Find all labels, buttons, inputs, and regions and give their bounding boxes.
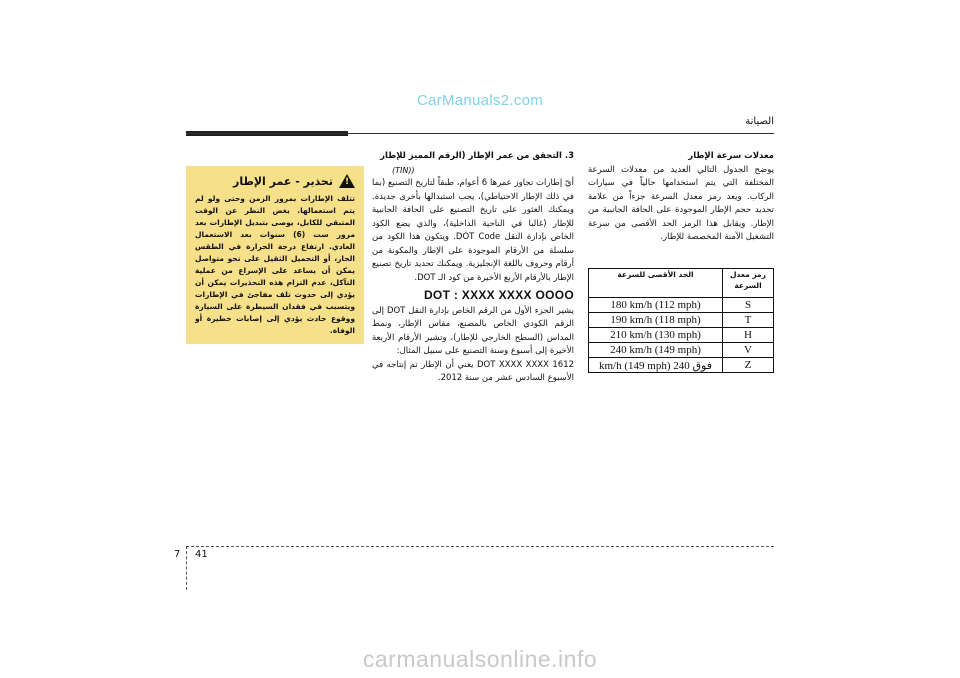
symbol-cell: Z <box>723 358 774 373</box>
table-header-symbol: رمز معدل السرعة <box>723 269 774 298</box>
tire-age-section <box>372 150 574 386</box>
tire-age-paragraph: أيّ إطارات تجاوز عمرها 6 أعوام، طبقاً لتاريخ التصنيع (بما في ذلك الإطار الاحتياطي)، يجب استبدالها بأخرى جديدة. ويمكنك العثور على تاريخ التصنيع على الحافة الجانبية للإطار (غالبا في الناحية الداخلية)، والذي يضع الكود الخاص بإدارة النقل DOT Code. ويتكون هذا الكود من سلسلة من الأرقام الموجودة على الإطار والمكونة من أرقام وحروف باللغة الإنجليزية. ويمكنك تحديد تاريخ تصنيع الإطار بالأرقام الأربع الأخيرة من كود الـ DOT. <box>372 178 574 283</box>
symbol-cell: V <box>723 343 774 358</box>
warning-triangle-icon: ! <box>339 174 355 188</box>
table-header-row <box>589 269 774 298</box>
symbol-cell: H <box>723 328 774 343</box>
watermark-top: CarManuals2.com <box>416 92 544 109</box>
page-number: 41 <box>195 549 208 560</box>
speed-rating-heading: معدلات سرعة الإطار <box>688 151 774 161</box>
table-row <box>589 343 774 358</box>
speed-rating-section <box>588 150 774 245</box>
warning-box <box>186 166 364 344</box>
section-title: الصيانة <box>745 116 774 127</box>
item3-subheading: (TIN)) <box>392 165 415 175</box>
footer-rule <box>186 546 774 547</box>
table-row <box>589 328 774 343</box>
footer-divider <box>186 546 187 590</box>
table-header-max-speed: الحد الأقصى للسرعة <box>589 269 723 298</box>
table-row <box>589 313 774 328</box>
dot-code-paragraph: يشير الجزء الأول من الرقم الخاص بإدارة النقل DOT إلى الرقم الكودي الخاص بالمصنع، مقاس الإطار، ونمط المداس (السطح الخارجي للإطار)، وتشير الأرقام الأربعة الأخيرة إلى أسبوع وسنة التصنيع على سبيل المثال: <box>372 305 574 356</box>
speed-cell: 240 km/h (149 mph) <box>589 343 723 358</box>
warning-header <box>195 174 355 188</box>
symbol-cell: S <box>723 298 774 313</box>
speed-cell: 180 km/h (112 mph) <box>589 298 723 313</box>
speed-cell: 210 km/h (130 mph) <box>589 328 723 343</box>
speed-rating-table <box>588 268 774 373</box>
warning-text: تتلف الإطارات بمرور الزمن وحتى ولو لم يتم استعمالها. بغض النظر عن الوقت المتبقي للكابل، يوصى بتبديل الإطارات بعد مرور ست (6) سنوات بعد الاستعمال العادي. ارتفاع درجة الحرارة في الطقس الحار، أو التحميل الثقيل على نحو متواصل يمكن أن يساعد على الإسراع من عملية التآكل، عدم التزام هذه التحذيرات يمكن أن يؤدي إلى حدوث تلف مفاجئ في الإطارات ويتسبب في فقدان السيطرة على السيارة ووقوع حادث يؤدي إلى إصابات خطيرة أو الوفاة. <box>195 194 355 335</box>
speed-cell: فوق 240 km/h (149 mph) <box>589 358 723 373</box>
item3-heading: 3. التحقق من عمر الإطار (الرقم المميز للإطار <box>380 151 574 161</box>
chapter-number: 7 <box>174 549 181 560</box>
dot-example-paragraph: DOT XXXX XXXX 1612 يعني أن الإطار تم إنتاجه في الأسبوع السادس عشر من سنة 2012. <box>372 359 575 383</box>
header-thin-rule <box>186 133 774 134</box>
symbol-cell: T <box>723 313 774 328</box>
dot-code-example: DOT : XXXX XXXX OOOO <box>423 288 574 302</box>
speed-cell: 190 km/h (118 mph) <box>589 313 723 328</box>
table-row <box>589 358 774 373</box>
table-row <box>589 298 774 313</box>
watermark-bottom: carmanualsonline.info <box>362 646 598 672</box>
warning-title: تحذير - عمر الإطار <box>233 174 333 188</box>
speed-rating-paragraph: يوضح الجدول التالي العديد من معدلات السرعة المختلفة التي يتم استخدامها حالياً في سيارات الركاب. ويعد رمز معدل السرعة جزءاً من علامة تحديد حجم الإطار الموجودة على الحافة الجانبية من الإطار. ويقابل هذا الرمز الحد الأقصى من سرعة التشغيل الآمنة المخصصة للإطار. <box>588 164 774 242</box>
